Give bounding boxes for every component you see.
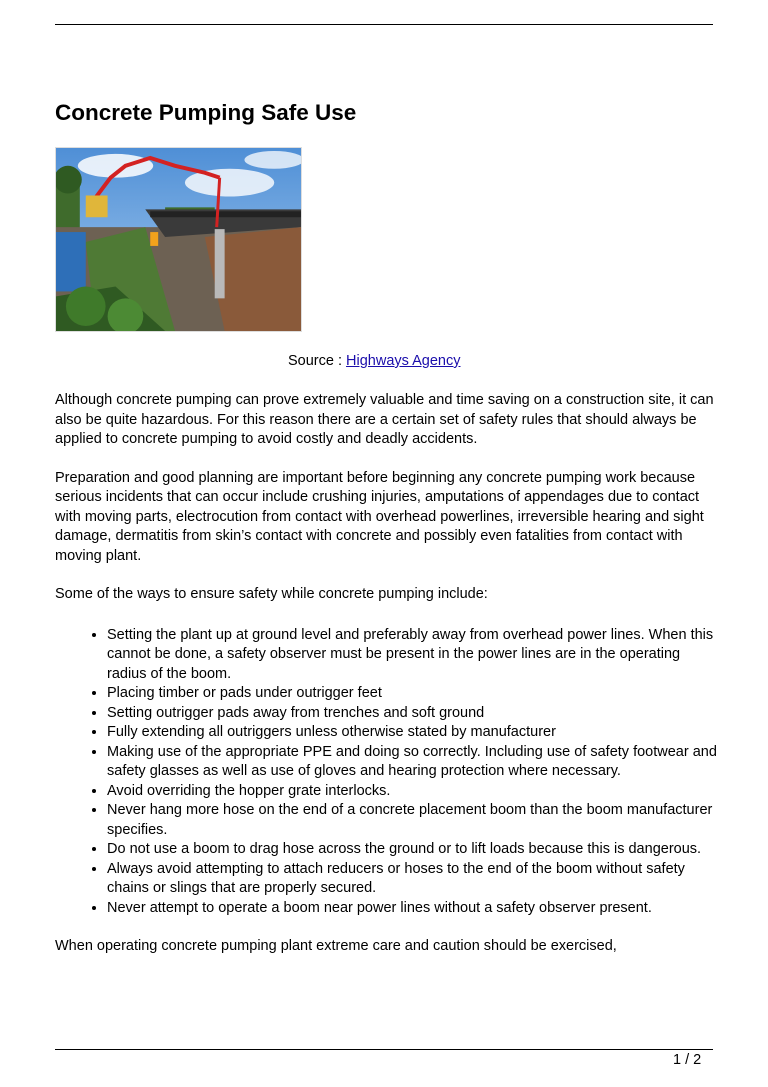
intro-paragraph: Although concrete pumping can prove extremely valuable and time saving on a construction site, it can also be quite hazardous. For this reason there are a certain set of safety rules that should always be applied to concrete pumping to avoid costly and deadly accidents. [55,392,714,447]
list-item: • Setting the plant up at ground level and preferably away from overhead power lines. When this cannot be done, a safety observer must be present in the power lines are in the operating radius of the boom. [107,626,720,685]
list-item: • Setting outrigger pads away from trenches and soft ground [107,704,720,724]
list-item: • Never hang more hose on the end of a concrete placement boom than the boom manufacturer specifies. [107,801,720,840]
article-body [55,391,720,957]
construction-photo [55,147,302,332]
list-item: • Placing timber or pads under outrigger feet [107,684,720,704]
hazards-paragraph: Preparation and good planning are important before beginning any concrete pumping work because serious incidents that can occur include crushing injuries, amputations of appendages due to contact with moving parts, electrocution from contact with overhead powerlines, irreversible hearing and sight damage, dermatitis from skin’s contact with concrete and possibly even fatalities from contact with moving plant. [55,469,704,564]
page-title: Concrete Pumping Safe Use [55,100,357,125]
safety-list [55,626,720,919]
header-rule [55,24,713,25]
list-item: • Never attempt to operate a boom near power lines without a safety observer present. [107,899,720,919]
closing-paragraph: When operating concrete pumping plant extreme care and caution should be exercised, [55,938,617,954]
footer-rule [55,1049,713,1050]
image-caption [288,352,460,371]
list-item: • Always avoid attempting to attach reducers or hoses to the end of the boom without safety chains or slings that are properly secured. [107,860,720,899]
list-item: • Making use of the appropriate PPE and doing so correctly. Including use of safety footwear and safety glasses as well as use of gloves and hearing protection where necessary. [107,743,720,782]
page-number: 1 / 2 [673,1052,702,1068]
list-intro-paragraph: Some of the ways to ensure safety while concrete pumping include: [55,586,488,602]
list-item: • Avoid overriding the hopper grate interlocks. [107,782,720,802]
source-link[interactable]: Highways Agency [346,353,461,369]
list-item: • Do not use a boom to drag hose across the ground or to lift loads because this is dangerous. [107,840,720,860]
list-item: • Fully extending all outriggers unless otherwise stated by manufacturer [107,723,720,743]
caption-prefix: Source : [288,353,347,369]
